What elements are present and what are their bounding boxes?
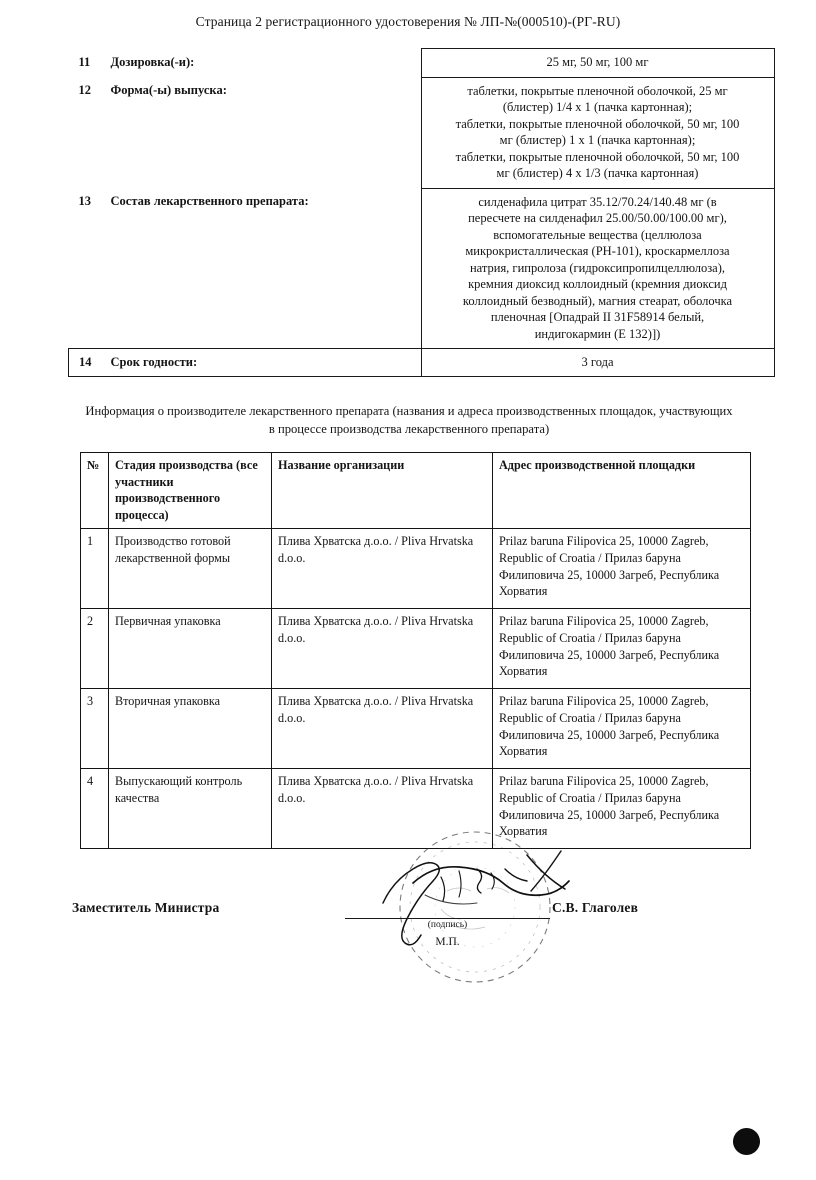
table-row [69,77,775,188]
cell-address: Prilaz baruna Filipovica 25, 10000 Zagreb, Republic of Croatia / Прилаз баруна Филиповича 25, 10000 Загреб, Республика Хорватия [493,609,751,689]
value-line: мг (блистер) 1 х 1 (пачка картонная); [499,133,696,147]
table-row [81,769,751,849]
value-line: вспомогательные вещества (целлюлоза [493,227,702,242]
field-value [421,188,774,349]
field-number: 12 [78,83,91,97]
row-number: 3 [81,689,109,769]
table-row [69,349,775,377]
table-header-row [81,453,751,529]
manufacturer-info-intro [83,402,735,439]
field-value [421,49,774,78]
value-line: пленочная [Опадрай II 31F58914 белый, [490,310,705,324]
field-label: Срок годности: [111,349,422,377]
field-value [421,349,774,377]
registration-fields-table [68,48,775,377]
field-number: 14 [69,349,111,377]
value-line: кремния диоксид коллоидный (кремния диоксид [468,277,727,291]
cell-organization: Плива Хрватска д.о.о. / Pliva Hrvatska d.o.o. [272,529,493,609]
cell-address: Prilaz baruna Filipovica 25, 10000 Zagreb, Republic of Croatia / Прилаз баруна Филиповича 25, 10000 Загреб, Республика Хорватия [493,689,751,769]
table-row [69,188,775,349]
field-number: 13 [78,194,91,208]
value-line: силденафила цитрат 35.12/70.24/140.48 мг (в [478,194,717,209]
value-line: 3 года [581,355,614,369]
signatory-name: С.В. Глаголев [552,900,639,915]
page-header: Страница 2 регистрационного удостоверения № ЛП-№(000510)-(РГ-RU) [195,14,621,29]
signature-rule [345,918,550,919]
cell-stage: Производство готовой лекарственной формы [109,529,272,609]
signature-caption: (подпись) [427,920,468,930]
cell-stage: Первичная упаковка [109,609,272,689]
field-label: Состав лекарственного препарата: [110,194,309,208]
column-header-address: Адрес производственной площадки [493,453,751,529]
value-line: пересчете на силденафил 25.00/50.00/100.00 мг), [468,211,727,225]
cell-address: Prilaz baruna Filipovica 25, 10000 Zagreb, Republic of Croatia / Прилаз баруна Филиповича 25, 10000 Загреб, Республика Хорватия [493,769,751,849]
handwritten-signature-icon [383,851,569,945]
column-header-stage: Стадия производства (все участники производственного процесса) [109,453,272,529]
intro-line: Информация о производителе лекарственного препарата (названия и адреса производственных площадок, [85,404,657,418]
value-line: таблетки, покрытые пленочной оболочкой, 50 мг, 100 [455,116,740,131]
value-line: таблетки, покрытые пленочной оболочкой, 50 мг, 100 [455,149,740,164]
value-line: таблетки, покрытые пленочной оболочкой, 25 мг [467,83,728,98]
table-row [81,609,751,689]
field-label: Дозировка(-и): [110,54,195,69]
column-header-organization: Название организации [272,453,493,529]
cell-stage: Выпускающий контроль качества [109,769,272,849]
field-number: 11 [78,54,91,69]
value-line: индигокармин (Е 132)]) [534,326,661,341]
manufacturer-sites-table [80,452,751,849]
scan-calibration-dot-icon [733,1128,760,1155]
value-line: натрия, гипролоза (гидроксипропилцеллюлоза), [469,260,726,275]
cell-organization: Плива Хрватска д.о.о. / Pliva Hrvatska d.o.o. [272,609,493,689]
value-line: мг (блистер) 4 х 1/3 (пачка картонная) [496,166,699,180]
cell-stage: Вторичная упаковка [109,689,272,769]
cell-organization: Плива Хрватска д.о.о. / Pliva Hrvatska d.o.o. [272,769,493,849]
value-line: микрокристаллическая (РН-101), кроскармеллоза [465,244,730,258]
value-line: коллоидный безводный), магния стеарат, оболочка [462,293,733,308]
field-label: Форма(-ы) выпуска: [110,83,227,97]
cell-organization: Плива Хрватска д.о.о. / Pliva Hrvatska d.o.o. [272,689,493,769]
seal-mark-label: М.П. [435,936,460,948]
signature-title: Заместитель Министра [72,900,220,915]
table-row [69,49,775,78]
column-header-number: № [81,453,109,529]
row-number: 1 [81,529,109,609]
value-line: (блистер) 1/4 х 1 (пачка картонная); [502,100,693,114]
row-number: 2 [81,609,109,689]
table-row [81,529,751,609]
row-number: 4 [81,769,109,849]
table-row [81,689,751,769]
value-line: 25 мг, 50 мг, 100 мг [546,55,649,69]
field-value [421,77,774,188]
intro-line: участвующих в процессе производства лекарственного препарата) [268,404,733,437]
cell-address: Prilaz baruna Filipovica 25, 10000 Zagreb, Republic of Croatia / Прилаз баруна Филиповича 25, 10000 Загреб, Республика Хорватия [493,529,751,609]
